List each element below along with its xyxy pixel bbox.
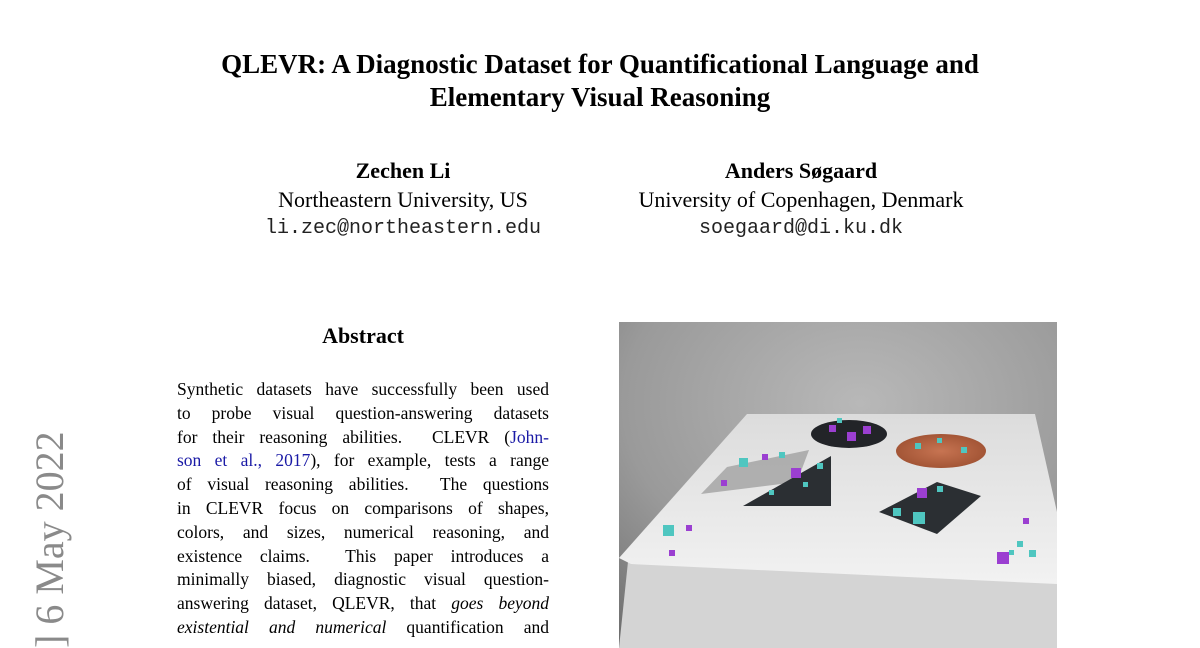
- abstract-text: existence claims. This paper introduces a: [177, 545, 549, 566]
- citation-link[interactable]: John-: [510, 426, 549, 447]
- abstract-line: [177, 426, 549, 450]
- abstract-text: for their reasoning abilities. CLEVR (: [177, 426, 511, 447]
- abstract-text: in CLEVR focus on comparisons of shapes,: [177, 497, 549, 518]
- author-block-1: [238, 156, 568, 244]
- title-line-2: Elementary Visual Reasoning: [429, 82, 771, 112]
- author-block-2: [601, 156, 1001, 244]
- abstract-line: [177, 473, 549, 497]
- author-name: Zechen Li: [355, 158, 451, 183]
- citation-link[interactable]: son et al., 2017: [177, 450, 311, 471]
- author-affiliation: Northeastern University, US: [278, 187, 528, 212]
- abstract-line: [177, 449, 549, 473]
- paper-title: [0, 48, 1200, 114]
- emphasis-text: existential and numerical: [177, 616, 387, 637]
- abstract-line: [177, 616, 549, 640]
- scene-render: [619, 322, 1057, 648]
- abstract-text: quantification and: [386, 616, 549, 637]
- author-email: li.zec@northeastern.edu: [264, 217, 542, 240]
- abstract-line: [177, 402, 549, 426]
- abstract-text: colors, and sizes, numerical reasoning, and: [177, 521, 549, 542]
- abstract-heading: Abstract: [322, 323, 404, 348]
- title-line-1: QLEVR: A Diagnostic Dataset for Quantificational Language and: [221, 49, 979, 79]
- abstract-line: [177, 521, 549, 545]
- abstract-line: [177, 592, 549, 616]
- abstract-text: answering dataset, QLEVR, that: [177, 593, 452, 614]
- abstract-body: [177, 378, 549, 640]
- abstract-text: to probe visual question-answering datasets: [177, 402, 549, 423]
- abstract-text: of visual reasoning abilities. The questions: [177, 474, 549, 495]
- abstract-line: [177, 545, 549, 569]
- emphasis-text: goes beyond: [451, 593, 549, 614]
- author-name: Anders Søgaard: [724, 158, 878, 183]
- abstract-text: minimally biased, diagnostic visual question-: [177, 569, 549, 590]
- abstract-line: [177, 497, 549, 521]
- abstract-line: [177, 568, 549, 592]
- author-affiliation: University of Copenhagen, Denmark: [638, 187, 964, 212]
- abstract-line: [177, 378, 549, 402]
- abstract-text: ), for example, tests a range: [310, 450, 549, 471]
- arxiv-side-stamp: ] 6 May 2022: [27, 431, 72, 648]
- abstract-text: Synthetic datasets have successfully been used: [177, 379, 549, 399]
- author-email: soegaard@di.ku.dk: [698, 217, 904, 240]
- example-scene-figure: [619, 322, 1057, 648]
